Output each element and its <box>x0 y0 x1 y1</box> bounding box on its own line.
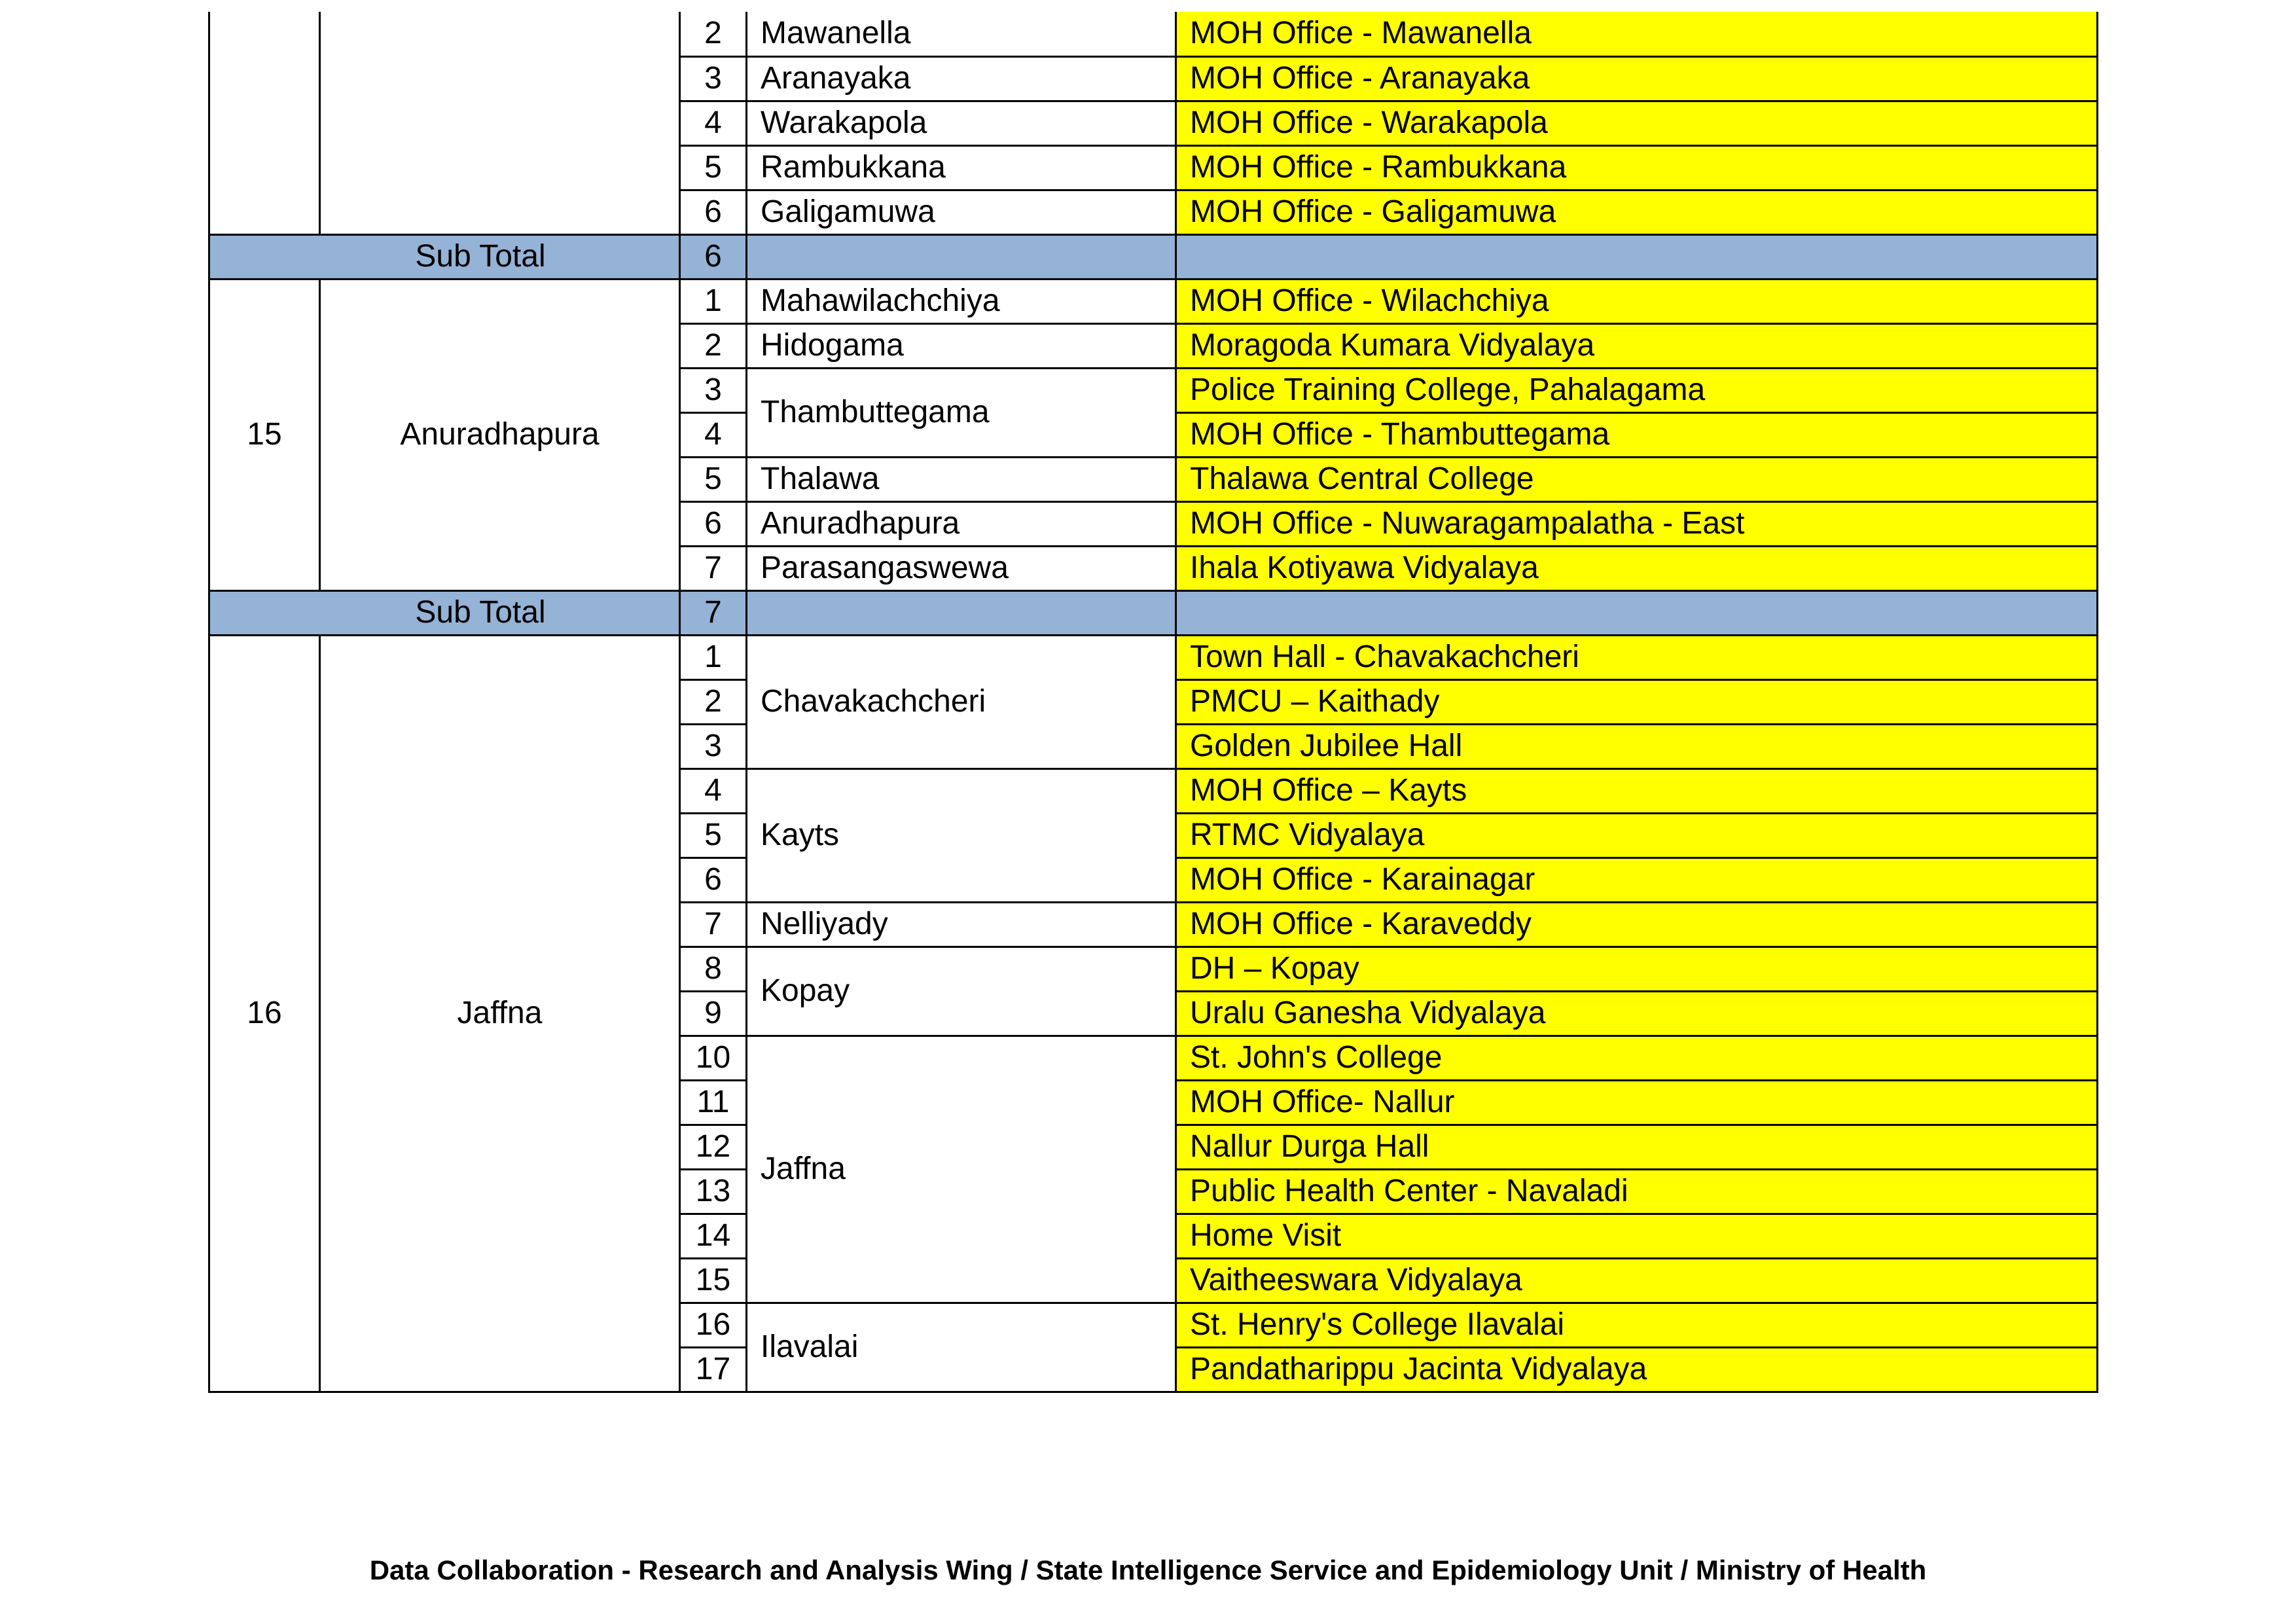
moh-area: Jaffna <box>747 1036 1176 1303</box>
vaccination-location: DH – Kopay <box>1176 947 2098 991</box>
subtotal-row <box>209 590 2098 635</box>
moh-area: Ilavalai <box>747 1303 1176 1392</box>
subtotal-label: Sub Total <box>209 590 680 635</box>
row-number: 3 <box>680 368 747 412</box>
vaccination-location: Golden Jubilee Hall <box>1176 724 2098 768</box>
vaccination-location: MOH Office - Thambuttegama <box>1176 412 2098 457</box>
vaccination-location: Ihala Kotiyawa Vidyalaya <box>1176 546 2098 590</box>
subtotal-value: 6 <box>680 234 747 279</box>
row-number: 3 <box>680 724 747 768</box>
district-no-cell <box>209 12 320 234</box>
moh-area: Anuradhapura <box>747 501 1176 546</box>
vaccination-location: Pandatharippu Jacinta Vidyalaya <box>1176 1347 2098 1392</box>
moh-area: Galigamuwa <box>747 190 1176 234</box>
moh-area: Kopay <box>747 947 1176 1036</box>
district-no-cell: 16 <box>209 635 320 1392</box>
row-number: 16 <box>680 1303 747 1347</box>
vaccination-location: MOH Office – Kayts <box>1176 768 2098 813</box>
row-number: 15 <box>680 1258 747 1303</box>
vaccination-location: MOH Office - Karaveddy <box>1176 902 2098 947</box>
row-number: 4 <box>680 412 747 457</box>
district-no-cell: 15 <box>209 279 320 590</box>
vaccination-location: Home Visit <box>1176 1214 2098 1258</box>
moh-area: Parasangaswewa <box>747 546 1176 590</box>
moh-area: Hidogama <box>747 323 1176 368</box>
row-number: 7 <box>680 546 747 590</box>
subtotal-empty <box>747 590 1176 635</box>
row-number: 3 <box>680 56 747 101</box>
row-number: 1 <box>680 635 747 679</box>
subtotal-empty <box>747 234 1176 279</box>
row-number: 4 <box>680 768 747 813</box>
moh-area: Mawanella <box>747 12 1176 56</box>
row-number: 2 <box>680 12 747 56</box>
row-number: 5 <box>680 813 747 857</box>
vaccination-location: Vaitheeswara Vidyalaya <box>1176 1258 2098 1303</box>
table-row <box>209 12 2098 56</box>
row-number: 7 <box>680 902 747 947</box>
vaccination-location: St. Henry's College Ilavalai <box>1176 1303 2098 1347</box>
moh-area: Chavakachcheri <box>747 635 1176 768</box>
moh-area: Rambukkana <box>747 145 1176 190</box>
vaccination-location: Public Health Center - Navaladi <box>1176 1169 2098 1214</box>
row-number: 2 <box>680 679 747 724</box>
moh-area: Thalawa <box>747 457 1176 501</box>
vaccination-location: MOH Office - Nuwaragampalatha - East <box>1176 501 2098 546</box>
row-number: 2 <box>680 323 747 368</box>
vaccination-location: MOH Office - Aranayaka <box>1176 56 2098 101</box>
row-number: 6 <box>680 501 747 546</box>
moh-area: Warakapola <box>747 101 1176 145</box>
row-number: 17 <box>680 1347 747 1392</box>
row-number: 5 <box>680 457 747 501</box>
vaccination-location: Moragoda Kumara Vidyalaya <box>1176 323 2098 368</box>
moh-area: Thambuttegama <box>747 368 1176 457</box>
vaccination-location: Police Training College, Pahalagama <box>1176 368 2098 412</box>
row-number: 4 <box>680 101 747 145</box>
vaccination-location: MOH Office - Warakapola <box>1176 101 2098 145</box>
row-number: 14 <box>680 1214 747 1258</box>
vaccination-location: Nallur Durga Hall <box>1176 1125 2098 1169</box>
vaccination-location: MOH Office - Karainagar <box>1176 857 2098 902</box>
subtotal-value: 7 <box>680 590 747 635</box>
vaccination-location: Town Hall - Chavakachcheri <box>1176 635 2098 679</box>
moh-area: Nelliyady <box>747 902 1176 947</box>
vaccination-location: MOH Office - Galigamuwa <box>1176 190 2098 234</box>
vaccination-location: PMCU – Kaithady <box>1176 679 2098 724</box>
row-number: 9 <box>680 991 747 1036</box>
district-name-cell <box>320 12 680 234</box>
data-source-footer: Data Collaboration - Research and Analysis Wing / State Intelligence Service and Epidemiology Unit / Ministry of Health <box>369 1555 1927 1585</box>
moh-area: Mahawilachchiya <box>747 279 1176 323</box>
vaccination-location: St. John's College <box>1176 1036 2098 1080</box>
subtotal-empty <box>1176 590 2098 635</box>
district-name-cell: Jaffna <box>320 635 680 1392</box>
vaccination-centers-table <box>208 12 2098 1393</box>
subtotal-row <box>209 234 2098 279</box>
vaccination-location: RTMC Vidyalaya <box>1176 813 2098 857</box>
vaccination-location: MOH Office - Mawanella <box>1176 12 2098 56</box>
table-row <box>209 279 2098 323</box>
subtotal-label: Sub Total <box>209 234 680 279</box>
vaccination-location: Uralu Ganesha Vidyalaya <box>1176 991 2098 1036</box>
row-number: 11 <box>680 1080 747 1125</box>
row-number: 12 <box>680 1125 747 1169</box>
vaccination-location: MOH Office - Wilachchiya <box>1176 279 2098 323</box>
row-number: 8 <box>680 947 747 991</box>
moh-area: Kayts <box>747 768 1176 902</box>
vaccination-location: Thalawa Central College <box>1176 457 2098 501</box>
row-number: 5 <box>680 145 747 190</box>
table-row <box>209 635 2098 679</box>
subtotal-empty <box>1176 234 2098 279</box>
row-number: 10 <box>680 1036 747 1080</box>
vaccination-location: MOH Office - Rambukkana <box>1176 145 2098 190</box>
moh-area: Aranayaka <box>747 56 1176 101</box>
vaccination-location: MOH Office- Nallur <box>1176 1080 2098 1125</box>
row-number: 6 <box>680 857 747 902</box>
row-number: 13 <box>680 1169 747 1214</box>
district-name-cell: Anuradhapura <box>320 279 680 590</box>
row-number: 1 <box>680 279 747 323</box>
row-number: 6 <box>680 190 747 234</box>
